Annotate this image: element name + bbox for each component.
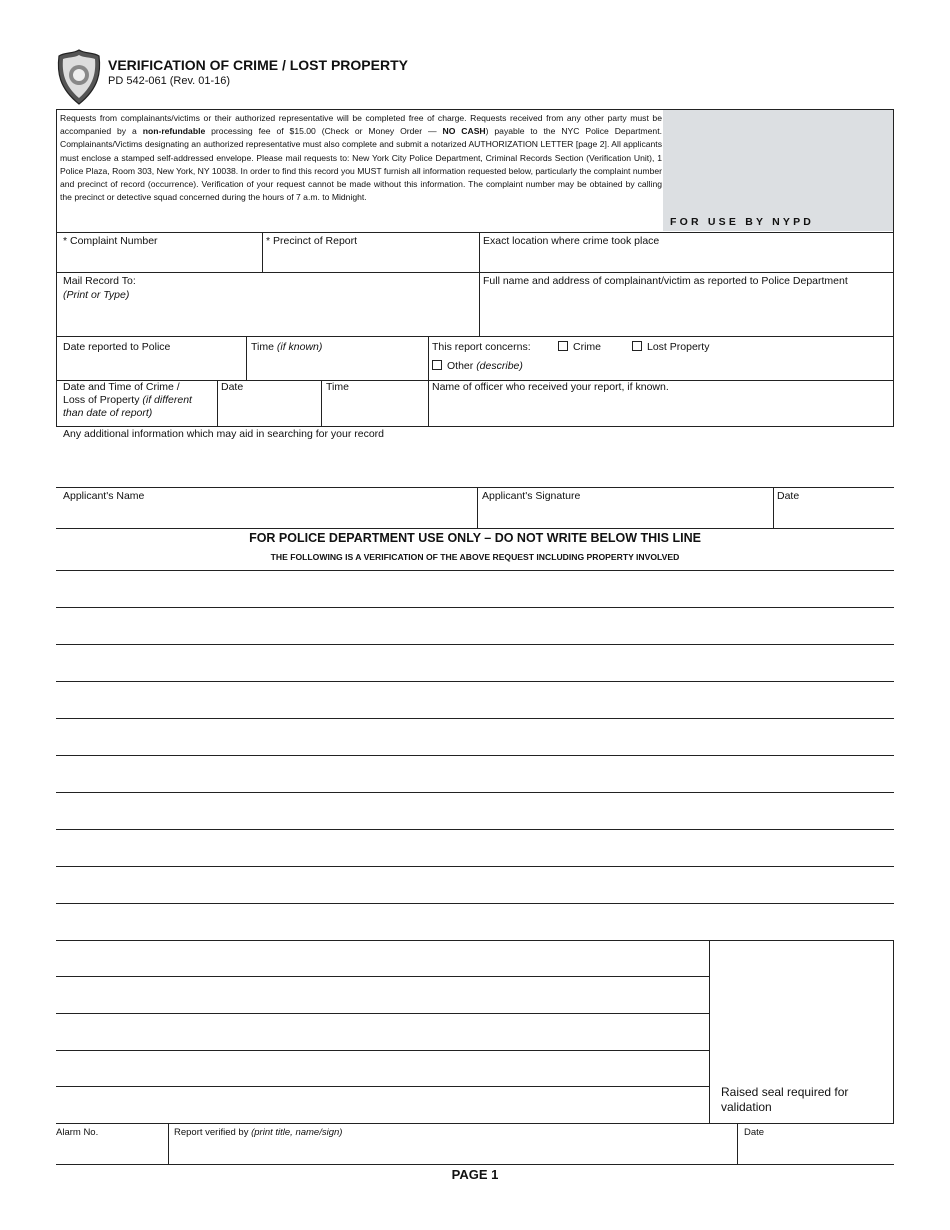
- report-verified-by-field[interactable]: Report verified by (print title, name/sign): [174, 1127, 343, 1138]
- verification-line[interactable]: [56, 1086, 709, 1087]
- verification-line[interactable]: [56, 866, 894, 867]
- applicant-name-field[interactable]: Applicant's Name: [63, 490, 145, 502]
- applicant-signature-field[interactable]: Applicant's Signature: [482, 490, 581, 502]
- verification-line[interactable]: [56, 1013, 709, 1014]
- verification-line[interactable]: [56, 792, 894, 793]
- alarm-no-field[interactable]: Alarm No.: [56, 1127, 99, 1138]
- nypd-use-label: FOR USE BY NYPD: [670, 216, 815, 228]
- form-title: VERIFICATION OF CRIME / LOST PROPERTY: [108, 57, 408, 73]
- date-reported-field[interactable]: Date reported to Police: [63, 341, 171, 353]
- report-concerns-label: This report concerns:: [432, 341, 531, 353]
- page-number: PAGE 1: [451, 1167, 499, 1182]
- verification-line[interactable]: [56, 829, 894, 830]
- complainant-name-address-field[interactable]: Full name and address of complainant/victim as reported to Police Department: [483, 275, 848, 287]
- additional-info-field[interactable]: Any additional information which may aid in searching for your record: [63, 428, 384, 440]
- officer-name-field[interactable]: Name of officer who received your report, if known.: [432, 381, 669, 393]
- time-if-known-field[interactable]: Time (if known): [251, 341, 323, 353]
- print-or-type-hint: (Print or Type): [63, 289, 130, 301]
- raised-seal-note: Raised seal required for validation: [721, 1085, 849, 1114]
- complaint-number-field[interactable]: * Complaint Number: [63, 235, 158, 247]
- verification-line[interactable]: [56, 644, 894, 645]
- police-use-heading: FOR POLICE DEPARTMENT USE ONLY – DO NOT WRITE BELOW THIS LINE: [249, 531, 701, 545]
- crime-location-field[interactable]: Exact location where crime took place: [483, 235, 660, 247]
- police-use-subheading: THE FOLLOWING IS A VERIFICATION OF THE ABOVE REQUEST INCLUDING PROPERTY INVOLVED: [270, 552, 680, 562]
- date-time-crime-label: Date and Time of Crime / Loss of Property (if different than date of report): [63, 381, 192, 419]
- verification-date-field[interactable]: Date: [744, 1127, 765, 1138]
- verification-line[interactable]: [56, 976, 709, 977]
- nypd-shield-logo: [55, 48, 103, 106]
- verification-line[interactable]: [56, 903, 894, 904]
- lost-property-checkbox[interactable]: Lost Property: [632, 341, 709, 354]
- verification-line[interactable]: [56, 607, 894, 608]
- nypd-use-box: [663, 110, 893, 231]
- crime-checkbox[interactable]: Crime: [558, 341, 601, 354]
- verification-line[interactable]: [56, 718, 894, 719]
- form-number: PD 542-061 (Rev. 01-16): [108, 75, 231, 87]
- verification-line[interactable]: [56, 1050, 709, 1051]
- instructions-text: Requests from complainants/victims or their authorized representative will be completed free of charge. Requests received from any other party must be accompanied by a non-refundable processing fee of $15.00 (Check or Money Order — NO CASH) payable to the NYC Police Department. Complainants/Victims designating an authorized representative must also complete and submit a notarized AUTHORIZATION LETTER [page 2]. All applicants must enclose a stamped self-addressed envelope. Please mail requests to: New York City Police Department, Criminal Records Section (Verification Unit), 1 Police Plaza, Room 303, New York, NY 10038. In order to find this record you MUST furnish all information requested below, particularly the complaint number and precinct of record (occurrence). Verification of your request cannot be made without this information. The complaint number may be obtained by calling the precinct or detective squad concerned during the hours of 7 a.m. to Midnight.: [60, 113, 662, 203]
- verification-line[interactable]: [56, 570, 894, 571]
- crime-time-field[interactable]: Time: [326, 381, 349, 393]
- verification-line[interactable]: [56, 755, 894, 756]
- applicant-date-field[interactable]: Date: [777, 490, 800, 502]
- crime-date-field[interactable]: Date: [221, 381, 244, 393]
- verification-line[interactable]: [56, 681, 894, 682]
- mail-record-to-field[interactable]: Mail Record To:: [63, 275, 136, 287]
- precinct-field[interactable]: * Precinct of Report: [266, 235, 358, 247]
- other-checkbox[interactable]: Other (describe): [432, 360, 523, 373]
